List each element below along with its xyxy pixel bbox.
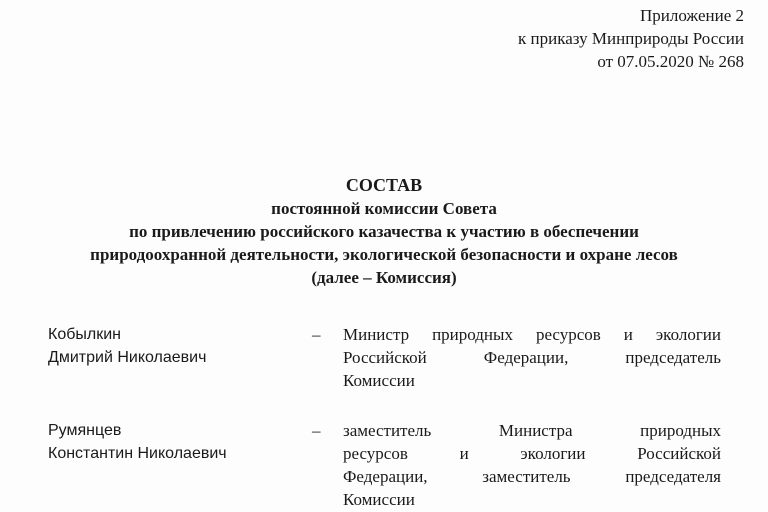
member-role	[343, 419, 721, 511]
heading-line-1: постоянной комиссии Совета	[271, 199, 497, 218]
member-role-line: Российской Федерации, председатель	[343, 348, 721, 367]
member-role-line: Комиссии	[343, 490, 415, 509]
member-role-line: ресурсов и экологии Российской	[343, 444, 721, 463]
member-dash: –	[312, 421, 321, 440]
appendix-reference	[518, 4, 744, 73]
appendix-order-date: от 07.05.2020 № 268	[597, 52, 744, 71]
member-given-names: Дмитрий Николаевич	[48, 349, 207, 366]
heading-line-2: по привлечению российского казачества к участию в обеспечении	[129, 222, 639, 241]
member-given-names: Константин Николаевич	[48, 445, 227, 462]
heading-line-3: природоохранной деятельности, экологической безопасности и охране лесов	[90, 245, 678, 264]
member-dash: –	[312, 325, 321, 344]
member-role-line: заместитель Министра природных	[343, 421, 721, 440]
member-surname: Румянцев	[48, 422, 122, 439]
appendix-number: Приложение 2	[640, 6, 744, 25]
member-role	[343, 323, 721, 392]
appendix-order-ref: к приказу Минприроды России	[518, 29, 744, 48]
member-surname: Кобылкин	[48, 326, 121, 343]
member-role-line: Министр природных ресурсов и экологии	[343, 325, 721, 344]
heading-line-4: (далее – Комиссия)	[311, 268, 457, 287]
member-role-line: Федерации, заместитель председателя	[343, 467, 721, 486]
document-heading	[0, 174, 768, 289]
member-name	[48, 323, 206, 369]
member-name	[48, 419, 227, 465]
heading-title: СОСТАВ	[345, 175, 423, 195]
member-role-line: Комиссии	[343, 371, 415, 390]
